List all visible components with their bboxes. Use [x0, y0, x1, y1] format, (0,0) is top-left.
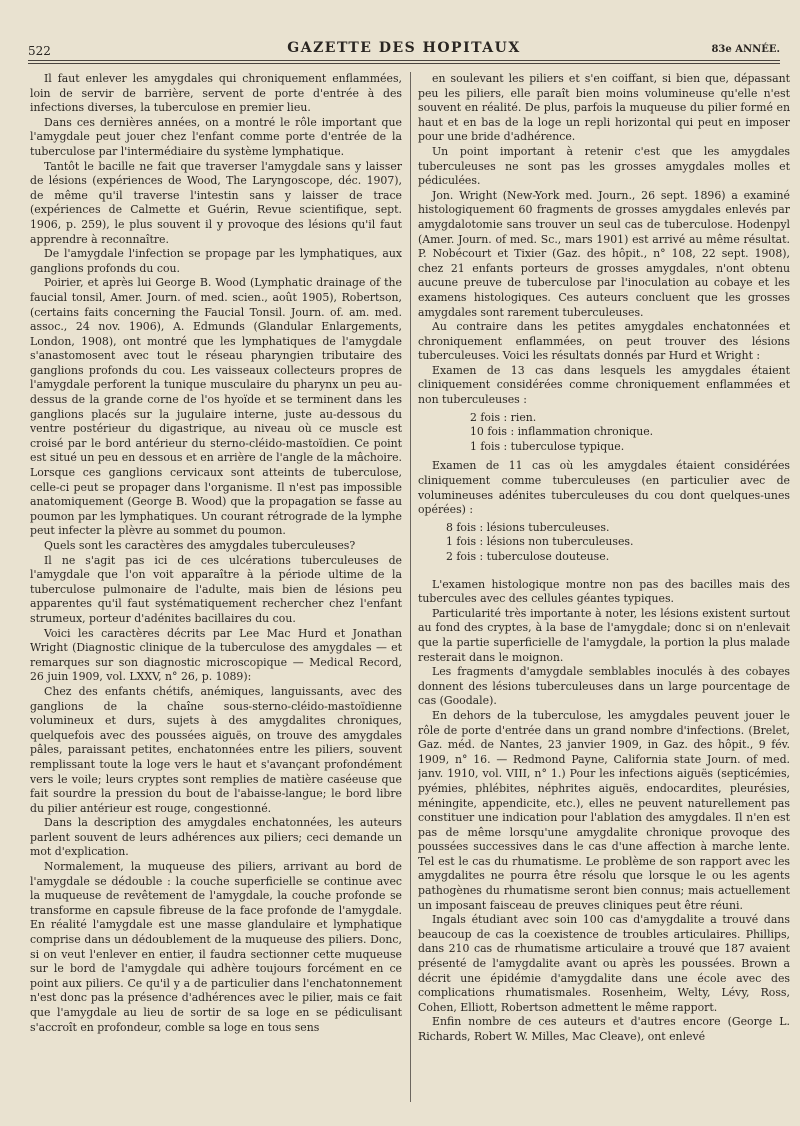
- left-column: [30, 72, 402, 1112]
- paragraph: Enfin nombre de ces auteurs et d'autres encore (George L. Richards, Robert W. Milles, Mac Cleave), ont enlevé: [418, 1015, 790, 1043]
- paragraph: Il faut enlever les amygdales qui chroniquement enflammées, loin de servir de barrière, servent de porte d'entrée à des infections diverses, la tuberculose en premier lieu.: [30, 72, 402, 115]
- paragraph: Jon. Wright (New-York med. Journ., 26 sept. 1896) a examiné histologiquement 60 fragments de grosses amygdales enlevés par amygdalotomie sans trouver un seul cas de tuberculose. Hodenpyl (Amer. Journ. of med. Sc., mars 1901) est arrivé au même résultat. P. Nobécourt et Tixier (Gaz. des hôpit., n° 108, 22 sept. 1908), chez 21 enfants porteurs de grosses amygdales, n'ont obtenu aucune preuve de tuberculose par l'inoculation au cobaye et les examens histologiques. Ces auteurs concluent que les grosses amygdales sont rarement tuberculeuses.: [418, 188, 790, 319]
- paragraph: L'examen histologique montre non pas des bacilles mais des tubercules avec des cellules géantes typiques.: [418, 577, 790, 606]
- list-item: 1 fois : lésions non tuberculeuses.: [446, 535, 634, 549]
- list-item: 2 fois : tuberculose douteuse.: [446, 550, 610, 563]
- paragraph: Tantôt le bacille ne fait que traverser l'amygdale sans y laisser de lésions (expériences de Wood, The Laryngoscope, déc. 1907), de même qu'il traverse l'intestin sans y laisser de trace (expériences de Calmette et Guérin, Revue scientifique, sept. 1906, p. 259), le plus souvent il y provoque des lésions qu'il faut apprendre à reconnaître.: [30, 159, 402, 246]
- paragraph: Dans ces dernières années, on a montré le rôle important que l'amygdale peut jouer chez l'enfant comme porte d'entrée de la tuberculose par l'intermédiaire du système lymphatique.: [30, 115, 402, 158]
- right-column: [418, 72, 790, 1112]
- paragraph: Au contraire dans les petites amygdales enchatonnées et chroniquement enflammées, on peut trouver des lésions tuberculeuses. Voici les résultats donnés par Hurd et Wright :: [418, 320, 790, 363]
- paragraph: en soulevant les piliers et s'en coiffant, si bien que, dépassant peu les piliers, elle paraît bien moins volumineuse qu'elle n'est souvent en réalité. De plus, parfois la muqueuse du pilier formé en haut et en bas de la loge un repli horizontal qui peut en imposer pour une bride d'adhérence.: [418, 72, 790, 144]
- paragraph: Un point important à retenir c'est que les amygdales tuberculeuses ne sont pas les grosses amygdales molles et pédiculées.: [418, 144, 790, 188]
- journal-title: GAZETTE DES HOPITAUX: [287, 40, 521, 56]
- header-rule-top: [28, 60, 780, 61]
- paragraph: Il ne s'agit pas ici de ces ulcérations tuberculeuses de l'amygdale que l'on voit apparaître à la période ultime de la tuberculose pulmonaire de l'adulte, mais bien de lésions peu apparentes qu'il faut systématiquement rechercher chez l'enfant strumeux, porteur d'adénites bacillaires du cou.: [30, 553, 402, 625]
- paragraph: Voici les caractères décrits par Lee Mac Hurd et Jonathan Wright (Diagnostic clinique de la tuberculose des amygdales — et remarques sur son diagnostic microscopique — Medical Record, 26 juin 1909, vol. LXXV, n° 26, p. 1089):: [30, 626, 402, 684]
- paragraph: Particularité très importante à noter, les lésions existent surtout au fond des cryptes, à la base de l'amygdale; donc si on n'enlevait que la partie superficielle de l'amygdale, la portion la plus malade resterait dans le moignon.: [418, 606, 790, 664]
- header-rule-bottom: [28, 63, 780, 64]
- year-label: 83e ANNÉE.: [711, 44, 780, 55]
- paragraph: Examen de 11 cas où les amygdales étaient considérées cliniquement comme tuberculeuses (en particulier avec de volumineuses adénites tuberculeuses du cou dont quelques-unes opérées) :: [418, 459, 790, 517]
- list-item: 8 fois : lésions tuberculeuses.: [446, 520, 610, 534]
- spacer: [418, 570, 790, 578]
- list-item: 10 fois : inflammation chronique.: [470, 425, 654, 439]
- paragraph: Normalement, la muqueuse des piliers, arrivant au bord de l'amygdale se dédouble : la couche superficielle se continue avec la muqueuse de revêtement de l'amygdale, la couche profonde se transforme en capsule fibreuse de la face profonde de l'amygdale. En réalité l'amygdale est une masse glandulaire et lymphatique comprise dans un dédoublement de la muqueuse des piliers. Donc, si on veut l'enlever en entier, il faudra sectionner cette muqueuse sur le bord de l'amygdale qui adhère toujours forcément en ce point aux piliers. Ce qu'il y a de particulier dans l'enchatonnement n'est donc pas la présence d'adhérences avec le pilier, mais ce fait que l'amygdale au lieu de sortir de sa loge en se pédiculisant s'accroît en profondeur, comble sa loge en tous sens: [30, 860, 402, 1034]
- paragraph: Examen de 13 cas dans lesquels les amygdales étaient cliniquement considérées comme chroniquement enflammées et non tuberculeuses :: [418, 363, 790, 407]
- results-list-tuberculous: [418, 521, 790, 565]
- column-divider: [410, 72, 411, 1102]
- paragraph: De l'amygdale l'infection se propage par les lymphatiques, aux ganglions profonds du cou.: [30, 247, 402, 275]
- paragraph: Chez des enfants chétifs, anémiques, languissants, avec des ganglions de la chaîne sous-sterno-cléido-mastoïdienne volumineux et durs, sujets à des amygdalites chroniques, quelquefois avec des poussées aiguës, on trouve des amygdales pâles, paraissant petites, enchatonnées entre les piliers, souvent remplissant toute la loge vers le haut et s'avançant profondément vers le voile; leurs cryptes sont remplies de matière caséeuse que fait sourdre la pression du bout de l'abaisse-langue; le bord libre du pilier antérieur est rouge, congestionné.: [30, 684, 402, 815]
- paragraph: Quels sont les caractères des amygdales tuberculeuses?: [44, 539, 356, 552]
- list-item: 1 fois : tuberculose typique.: [470, 439, 625, 453]
- results-list-nontuberculous: [418, 411, 790, 455]
- paragraph: Dans la description des amygdales enchatonnées, les auteurs parlent souvent de leurs adhérences aux piliers; ceci demande un mot d'explication.: [30, 816, 402, 859]
- paragraph: Les fragments d'amygdale semblables inoculés à des cobayes donnent des lésions tuberculeuses dans un large pourcentage de cas (Goodale).: [418, 665, 790, 708]
- list-item: 2 fois : rien.: [470, 410, 537, 424]
- paragraph: En dehors de la tuberculose, les amygdales peuvent jouer le rôle de porte d'entrée dans un grand nombre d'infections. (Brelet, Gaz. méd. de Nantes, 23 janvier 1909, in Gaz. des hôpit., 9 fév. 1909, n° 16. — Redmond Payne, California state Journ. of med. janv. 1910, vol. VIII, n° 1.) Pour les infections aiguës (septicémies, pyémies, phlébites, néphrites aiguës, endocardites, pleurésies, méningite, appendicite, etc.), elles ne peuvent naturellement pas constituer une indication pour l'ablation des amygdales. Il n'en est pas de même lorsqu'une amygdalite chronique provoque des poussées successives dans le cas d'une affection à marche lente. Tel est le cas du rhumatisme. Le problème de son rapport avec les amygdalites ne pourra être résolu que lorsque le ou les agents pathogènes du rhumatisme seront bien connus; mais actuellement un imposant faisceau de preuves cliniques peut être réuni.: [418, 708, 790, 912]
- paragraph: Ingals étudiant avec soin 100 cas d'amygdalite a trouvé dans beaucoup de cas la coexistence de troubles articulaires. Phillips, dans 210 cas de rhumatisme articulaire a trouvé que 187 avaient présenté de l'amygdalite avant ou après les poussées. Brown a décrit une épidémie d'amygdalite dans une école avec des complications rhumatismales. Rosenheim, Welty, Lévy, Ross, Cohen, Elliott, Robertson admettent le même rapport.: [418, 913, 790, 1014]
- paragraph: Poirier, et après lui George B. Wood (Lymphatic drainage of the faucial tonsil, Amer. Journ. of med. scien., août 1905), Robertson, (certains faits concerning the Faucial Tonsil. Journ. of. am. med. assoc., 24 nov. 1906), A. Edmunds (Glandular Enlargements, London, 1908), ont montré que les lymphatiques de l'amygdale s'anastomosent avec tout le réseau pharyngien tributaire des ganglions profonds du cou. Les vaisseaux collecteurs propres de l'amygdale perforent la tunique musculaire du pharynx un peu au-dessus de la grande corne de l'os hyoïde et se terminent dans les ganglions placés sur la jugulaire interne, juste au-dessous du ventre postérieur du digastrique, au niveau où ce muscle est croisé par le bord antérieur du sterno-cléido-mastoïdien. Ce point est situé un peu en dessous et en arrière de l'angle de la mâchoire. Lorsque ces ganglions cervicaux sont atteints de tuberculose, celle-ci peut se propager dans l'organisme. Il n'est pas impossible anatomiquement (George B. Wood) que la propagation se fasse au poumon par les lymphatiques. Un courant rétrograde de la lymphe peut infecter la plèvre au sommet du poumon.: [30, 276, 402, 538]
- page-number: 522: [28, 44, 51, 58]
